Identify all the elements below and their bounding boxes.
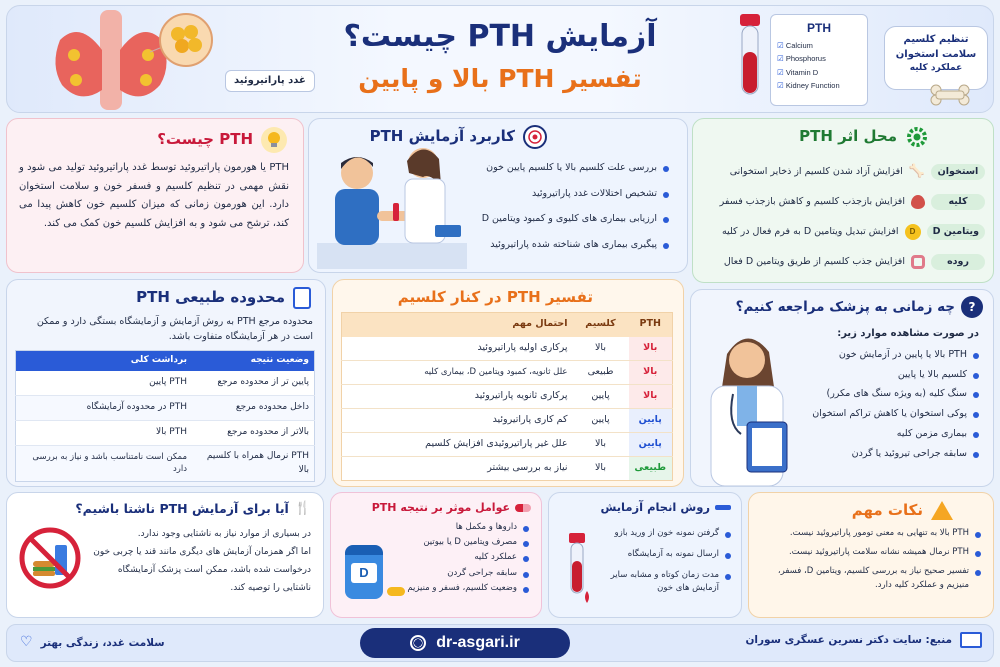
what-is-title: [157, 127, 287, 153]
effects-rows: [699, 157, 985, 277]
range-row: [16, 446, 315, 482]
effects-title: [799, 125, 929, 149]
uses-item: تشخیص اختلالات غدد پاراتیروئید: [482, 187, 671, 202]
bone-icon: [930, 84, 970, 106]
factors-card: [330, 492, 542, 618]
when-title-text: چه زمانی به پزشک مراجعه کنیم؟: [735, 298, 955, 315]
range-intro: محدوده مرجع PTH به روش آزمایش و آزمایشگاه بستگی دارد و ممکن است در هر آزمایشگاه متفاوت باشد.: [36, 316, 313, 343]
interpret-note: پرکاری ثانویه پاراتیروئید: [474, 390, 568, 402]
page-subtitle: تفسیر PTH بالا و پایین: [358, 64, 642, 93]
effect-row: [699, 247, 985, 277]
blood-draw-illustration: [317, 133, 467, 269]
when-item: سابقه جراحی تیروئید یا گردن: [812, 447, 981, 462]
uses-list: [482, 161, 671, 260]
when-list: [812, 348, 981, 468]
method-item: گرفتن نمونه خون از ورید بازو: [605, 527, 733, 540]
factors-item: داروها و مکمل ها: [407, 521, 531, 534]
effects-title-text: محل اثر PTH: [799, 127, 897, 146]
notes-item: PTH بالا به تنهایی به معنی تومور پاراتیروئید نیست.: [755, 527, 983, 540]
notes-card: [748, 492, 994, 618]
bubble-line: سلامت استخوان: [895, 48, 977, 60]
when-title: [736, 296, 983, 318]
interpret-row: [342, 337, 673, 361]
range-title: [136, 286, 311, 309]
range-row: [16, 421, 315, 446]
syringe-icon: [715, 505, 731, 510]
method-title: [600, 499, 731, 517]
bone-small-icon: 🦴: [908, 163, 925, 179]
what-is-title-text: PTH چیست؟: [157, 130, 253, 149]
range-cell: PTH نرمال همراه با کلسیم بالا: [206, 451, 309, 475]
interpret-row: [342, 409, 673, 433]
lab-sheet-item: ☑ Vitamin D: [777, 67, 819, 77]
method-list: [605, 527, 733, 602]
when-item: کلسیم بالا یا پایین: [812, 368, 981, 383]
no-food-icon: [19, 527, 81, 589]
range-cell: PTH بالا: [156, 427, 187, 438]
interpret-header-cell: کلسیم: [585, 318, 616, 330]
notes-title-text: نکات مهم: [851, 501, 923, 519]
what-is-card: [6, 118, 304, 273]
interpret-card: [332, 279, 684, 487]
interpret-table-header: [342, 313, 673, 337]
interpret-header-cell: احتمال مهم: [512, 318, 568, 330]
interpret-pth: طبیعی: [629, 457, 673, 481]
effect-label: روده: [931, 254, 985, 271]
footer-source-text: منبع: سایت دکتر نسرین عسگری سوران: [745, 634, 952, 646]
uses-item: ارزیابی بیماری های کلیوی و کمبود ویتامین D: [482, 212, 671, 227]
range-header-cell: وضعیت نتیجه: [250, 355, 309, 365]
uses-item: پیگیری بیماری های شناخته شده پاراتیروئید: [482, 238, 671, 253]
factors-list: [407, 521, 531, 602]
range-cell: ممکن است نامتناسب باشد و نیاز به بررسی دارد: [32, 452, 187, 474]
lab-sheet-title: PTH: [807, 21, 831, 35]
interpret-row: [342, 361, 673, 385]
interpret-pth: بالا: [629, 385, 673, 409]
when-item: PTH بالا یا پایین در آزمایش خون: [812, 348, 981, 363]
method-card: [548, 492, 742, 618]
effect-text: افزایش تبدیل ویتامین D به فرم فعال در کلیه: [721, 225, 899, 237]
lab-sheet-item: ☑ Kidney Function: [777, 81, 840, 91]
question-icon: ?: [961, 296, 983, 318]
range-cell: داخل محدوده مرجع: [235, 402, 309, 413]
uses-card: [308, 118, 688, 273]
gland-label: غدد پاراتیروئید: [225, 70, 315, 92]
interpret-row: [342, 385, 673, 409]
interpret-pth: پایین: [629, 409, 673, 433]
method-title-text: روش انجام آزمایش: [600, 500, 710, 514]
interpret-ca: طبیعی: [587, 366, 614, 378]
interpret-table: [341, 312, 673, 481]
bottle-label: D: [351, 563, 377, 583]
website-link[interactable]: dr-asgari.ir: [436, 633, 520, 651]
range-cell: بالاتر از محدوده مرجع: [227, 427, 309, 438]
interpret-ca: بالا: [595, 462, 606, 474]
fasting-line: اما اگر همزمان آزمایش های دیگری مانند قند یا چربی خون: [93, 547, 311, 557]
interpret-header-cell: PTH: [639, 318, 661, 330]
blood-tube-icon: [561, 533, 595, 605]
factors-item: مصرف ویتامین D یا بیوتین: [407, 536, 531, 549]
factors-item: عملکرد کلیه: [407, 551, 531, 564]
range-row: [16, 396, 315, 421]
interpret-ca: بالا: [595, 438, 606, 450]
benefits-bubble: [884, 26, 988, 90]
fasting-title-text: آیا برای آزمایش PTH ناشتا باشیم؟: [75, 501, 289, 517]
test-tube-icon: [735, 14, 765, 98]
lightbulb-icon: [261, 127, 287, 153]
effect-text: افزایش جذب کلسیم از طریق ویتامین D فعال: [723, 255, 905, 267]
when-card: [690, 289, 994, 487]
effect-label: ویتامین D: [927, 224, 985, 241]
fasting-line: درخواست شده باشد، ممکن است پزشک آزمایشگاه: [117, 565, 311, 575]
when-intro: در صورت مشاهده موارد زیر:: [837, 328, 979, 339]
when-item: سنگ کلیه (به ویژه سنگ های مکرر): [812, 387, 981, 402]
interpret-note: علل ثانویه، کمبود ویتامین D، بیماری کلیه: [424, 366, 568, 377]
method-item: مدت زمان کوتاه و مشابه سایر آزمایش های خون: [605, 569, 733, 595]
range-cell: PTH پایین: [149, 377, 187, 388]
what-is-body: PTH یا هورمون پاراتیروئید توسط غدد پاراتیروئید تولید می شود و نقش مهمی در تنظیم کلسیم و فسفر خون و سلامت استخوان دارد. این هورمون زمانی که میزان کلسیم خون کاهش پیدا می کند، ترشح می شود و به افزایش کلسیم خون کمک می کند.: [19, 162, 289, 229]
cutlery-icon: 🍴: [294, 501, 311, 516]
page-title: آزمایش PTH چیست؟: [343, 19, 657, 54]
bubble-line: عملکرد کلیه: [909, 63, 963, 73]
interpret-ca: بالا: [595, 341, 606, 353]
range-header-cell: برداشت کلی: [130, 355, 187, 365]
doctor-illustration: [697, 324, 797, 486]
kidney-icon: [911, 195, 925, 209]
globe-icon: [410, 635, 426, 651]
footer-source: [745, 632, 982, 648]
clipboard-icon: [293, 287, 311, 309]
lab-sheet-item: ☑ Calcium: [777, 40, 813, 50]
supplement-bottle: [345, 545, 383, 599]
effect-row: [699, 217, 985, 247]
interpret-note: نیاز به بررسی بیشتر: [487, 462, 568, 474]
vitamin-d-icon: D: [905, 224, 921, 240]
factors-item: سابقه جراحی گردن: [407, 567, 531, 580]
lab-sheet-item: ☑ Phosphorus: [777, 54, 826, 64]
heartbeat-icon: ♡: [20, 634, 33, 650]
capsule-icon: [387, 587, 405, 596]
factors-item: وضعیت کلسیم، فسفر و منیزیم: [407, 582, 531, 595]
lab-sheet: [770, 14, 868, 106]
interpret-row: [342, 457, 673, 481]
effect-label: استخوان: [931, 164, 985, 181]
fasting-card: [6, 492, 324, 618]
effect-row: [699, 187, 985, 217]
fasting-text: [93, 525, 311, 597]
target-icon: [523, 125, 547, 149]
interpret-row: [342, 433, 673, 457]
notes-item: PTH نرمال همیشه نشانه سلامت پاراتیروئید نیست.: [755, 546, 983, 559]
factors-title-text: عوامل موثر بر نتیجه PTH: [371, 501, 510, 514]
range-row: [16, 371, 315, 396]
interpret-pth: بالا: [629, 337, 673, 361]
warning-icon: [931, 501, 953, 520]
range-cell: پایین تر از محدوده مرجع: [217, 377, 309, 388]
effects-card: [692, 118, 994, 283]
interpret-ca: پایین: [591, 414, 610, 426]
effect-text: افزایش بازجذب کلسیم و کاهش بازجذب فسفر: [719, 195, 905, 207]
effect-text: افزایش آزاد شدن کلسیم از ذخایر استخوانی: [729, 165, 903, 177]
uses-title-text: کاربرد آزمایش PTH: [369, 127, 515, 146]
range-table-header: [16, 351, 315, 371]
gear-icon: [905, 125, 929, 149]
book-icon: [960, 632, 982, 648]
interpret-pth: پایین: [629, 433, 673, 457]
effect-row: [699, 157, 985, 187]
effect-label: کلیه: [931, 194, 985, 211]
range-cell: PTH در محدوده آزمایشگاه: [86, 402, 187, 413]
interpret-note: پرکاری اولیه پاراتیروئید: [477, 341, 568, 353]
interpret-pth: بالا: [629, 361, 673, 385]
interpret-ca: پایین: [591, 390, 610, 402]
bubble-line: تنظیم کلسیم: [903, 34, 969, 45]
notes-title: [852, 499, 953, 522]
fasting-line: ناشتایی را توصیه کند.: [230, 583, 311, 593]
when-item: پوکی استخوان یا کاهش تراکم استخوان: [812, 407, 981, 422]
method-item: ارسال نمونه به آزمایشگاه: [605, 548, 733, 561]
range-card: [6, 279, 326, 487]
notes-item: تفسیر صحیح نیاز به بررسی کلسیم، ویتامین D، فسفر، منیزیم و عملکرد کلیه دارد.: [755, 565, 983, 592]
footer-slogan: [20, 632, 165, 654]
uses-item: بررسی علت کلسیم بالا یا کلسیم پایین خون: [482, 161, 671, 176]
interpret-note: کم کاری پاراتیروئید: [492, 414, 568, 426]
fasting-line: در بسیاری از موارد نیاز به ناشتایی وجود ندارد.: [137, 529, 311, 539]
notes-list: [755, 527, 983, 600]
parathyroid-zoom-icon: [158, 12, 214, 68]
factors-title: [372, 499, 531, 516]
footer-slogan-text: سلامت غدد، زندگی بهتر: [40, 636, 165, 649]
interpret-title: تفسیر PTH در کنار کلسیم: [397, 288, 593, 306]
website-badge[interactable]: [360, 628, 570, 658]
interpret-note: علل غیر پاراتیروئیدی افزایش کلسیم: [425, 438, 568, 450]
range-title-text: محدوده طبیعی PTH: [136, 288, 285, 306]
pill-icon: [515, 504, 531, 512]
intestine-icon: [911, 255, 925, 269]
when-item: بیماری مزمن کلیه: [812, 427, 981, 442]
range-table: [15, 350, 315, 482]
fasting-title: [75, 499, 311, 519]
